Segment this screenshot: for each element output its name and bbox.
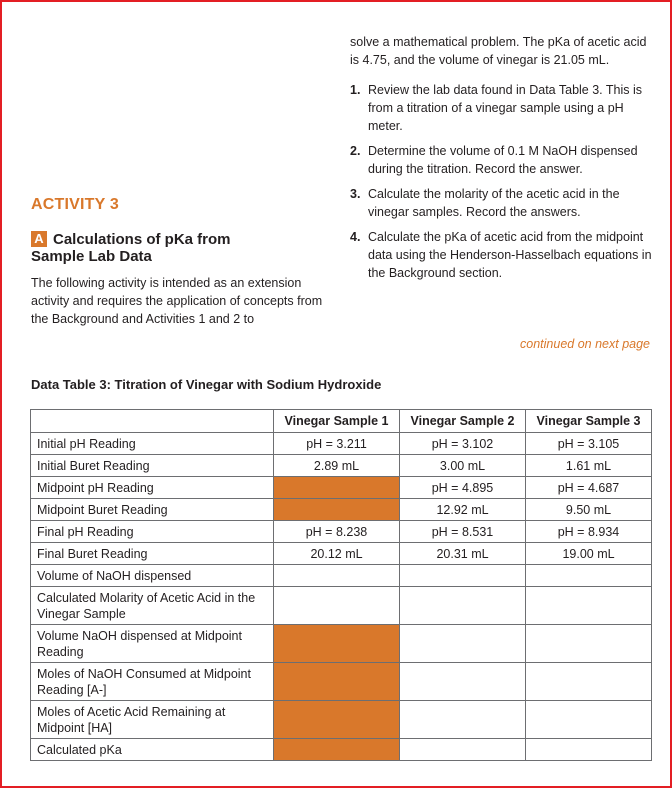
value-cell: 20.31 mL — [400, 543, 526, 565]
section-letter-badge: A — [31, 231, 47, 247]
table-row — [31, 455, 652, 477]
shaded-cell — [274, 625, 400, 663]
table-row — [31, 499, 652, 521]
value-cell: 2.89 mL — [274, 455, 400, 477]
value-cell — [400, 739, 526, 761]
step-item: 4. Calculate the pKa of acetic acid from the midpoint data using the Henderson-Hasselbach equations in the Background section. — [350, 230, 652, 280]
value-cell — [400, 587, 526, 625]
data-table — [30, 409, 652, 761]
section-title-line1: Calculations of pKa from — [53, 231, 231, 248]
value-cell: pH = 8.238 — [274, 521, 400, 543]
header-cell: Vinegar Sample 3 — [526, 410, 652, 433]
shaded-cell — [274, 477, 400, 499]
table-row — [31, 565, 652, 587]
value-cell — [400, 565, 526, 587]
value-cell: pH = 8.531 — [400, 521, 526, 543]
value-cell: 9.50 mL — [526, 499, 652, 521]
value-cell: pH = 3.211 — [274, 433, 400, 455]
value-cell: pH = 4.687 — [526, 477, 652, 499]
table-row — [31, 739, 652, 761]
step-text: Review the lab data found in Data Table 3. This is from a titration of a vinegar sample using a pH meter. — [368, 83, 643, 133]
table-body — [31, 433, 652, 761]
steps-list — [350, 81, 655, 282]
table-row — [31, 477, 652, 499]
section-title — [31, 231, 271, 265]
value-cell — [274, 565, 400, 587]
shaded-cell — [274, 739, 400, 761]
table-row — [31, 701, 652, 739]
value-cell: 1.61 mL — [526, 455, 652, 477]
row-label: Midpoint pH Reading — [31, 477, 274, 499]
table-row — [31, 543, 652, 565]
value-cell: 12.92 mL — [400, 499, 526, 521]
value-cell: 3.00 mL — [400, 455, 526, 477]
step-item: 1. Review the lab data found in Data Table 3. This is from a titration of a vinegar sample using a pH meter. — [350, 83, 643, 133]
shaded-cell — [274, 499, 400, 521]
step-text: Determine the volume of 0.1 M NaOH dispensed during the titration. Record the answer. — [368, 144, 638, 176]
value-cell: pH = 3.102 — [400, 433, 526, 455]
row-label: Moles of NaOH Consumed at Midpoint Reading [A-] — [31, 663, 274, 701]
table-row — [31, 587, 652, 625]
step-item: 3. Calculate the molarity of the acetic acid in the vinegar samples. Record the answers. — [350, 187, 620, 219]
intro-paragraph: The following activity is intended as an extension activity and requires the application of concepts from the Background and Activities 1 and 2 to — [31, 276, 323, 326]
row-label: Midpoint Buret Reading — [31, 499, 274, 521]
header-cell: Vinegar Sample 2 — [400, 410, 526, 433]
step-text: Calculate the pKa of acetic acid from the midpoint data using the Henderson-Hasselbach equations in the Background section. — [368, 230, 652, 280]
section-title-line2: Sample Lab Data — [31, 248, 152, 265]
value-cell — [400, 625, 526, 663]
row-label: Volume NaOH dispensed at Midpoint Reading — [31, 625, 274, 663]
step-text: Calculate the molarity of the acetic acid in the vinegar samples. Record the answers. — [368, 187, 620, 219]
value-cell: 19.00 mL — [526, 543, 652, 565]
value-cell — [274, 587, 400, 625]
value-cell — [526, 565, 652, 587]
table-header-row — [31, 410, 652, 433]
value-cell: pH = 8.934 — [526, 521, 652, 543]
row-label: Volume of NaOH dispensed — [31, 565, 274, 587]
value-cell — [526, 663, 652, 701]
step-item: 2. Determine the volume of 0.1 M NaOH dispensed during the titration. Record the answer. — [350, 144, 638, 176]
value-cell — [400, 701, 526, 739]
value-cell: 20.12 mL — [274, 543, 400, 565]
row-label: Calculated pKa — [31, 739, 274, 761]
row-label: Initial pH Reading — [31, 433, 274, 455]
value-cell — [526, 587, 652, 625]
row-label: Initial Buret Reading — [31, 455, 274, 477]
row-label: Final pH Reading — [31, 521, 274, 543]
continued-note: continued on next page — [520, 337, 650, 351]
value-cell — [526, 625, 652, 663]
table-row — [31, 521, 652, 543]
value-cell — [526, 739, 652, 761]
right-column — [350, 33, 655, 289]
table-row — [31, 433, 652, 455]
table-row — [31, 663, 652, 701]
shaded-cell — [274, 663, 400, 701]
value-cell — [526, 701, 652, 739]
row-label: Final Buret Reading — [31, 543, 274, 565]
table-row — [31, 625, 652, 663]
value-cell — [400, 663, 526, 701]
value-cell: pH = 3.105 — [526, 433, 652, 455]
continuation-paragraph: solve a mathematical problem. The pKa of acetic acid is 4.75, and the volume of vinegar is 21.05 mL. — [350, 35, 647, 67]
row-label: Calculated Molarity of Acetic Acid in the Vinegar Sample — [31, 587, 274, 625]
row-label: Moles of Acetic Acid Remaining at Midpoint [HA] — [31, 701, 274, 739]
header-cell — [31, 410, 274, 433]
header-cell: Vinegar Sample 1 — [274, 410, 400, 433]
shaded-cell — [274, 701, 400, 739]
value-cell: pH = 4.895 — [400, 477, 526, 499]
table-title: Data Table 3: Titration of Vinegar with Sodium Hydroxide — [31, 377, 382, 392]
activity-heading: ACTIVITY 3 — [31, 196, 119, 213]
